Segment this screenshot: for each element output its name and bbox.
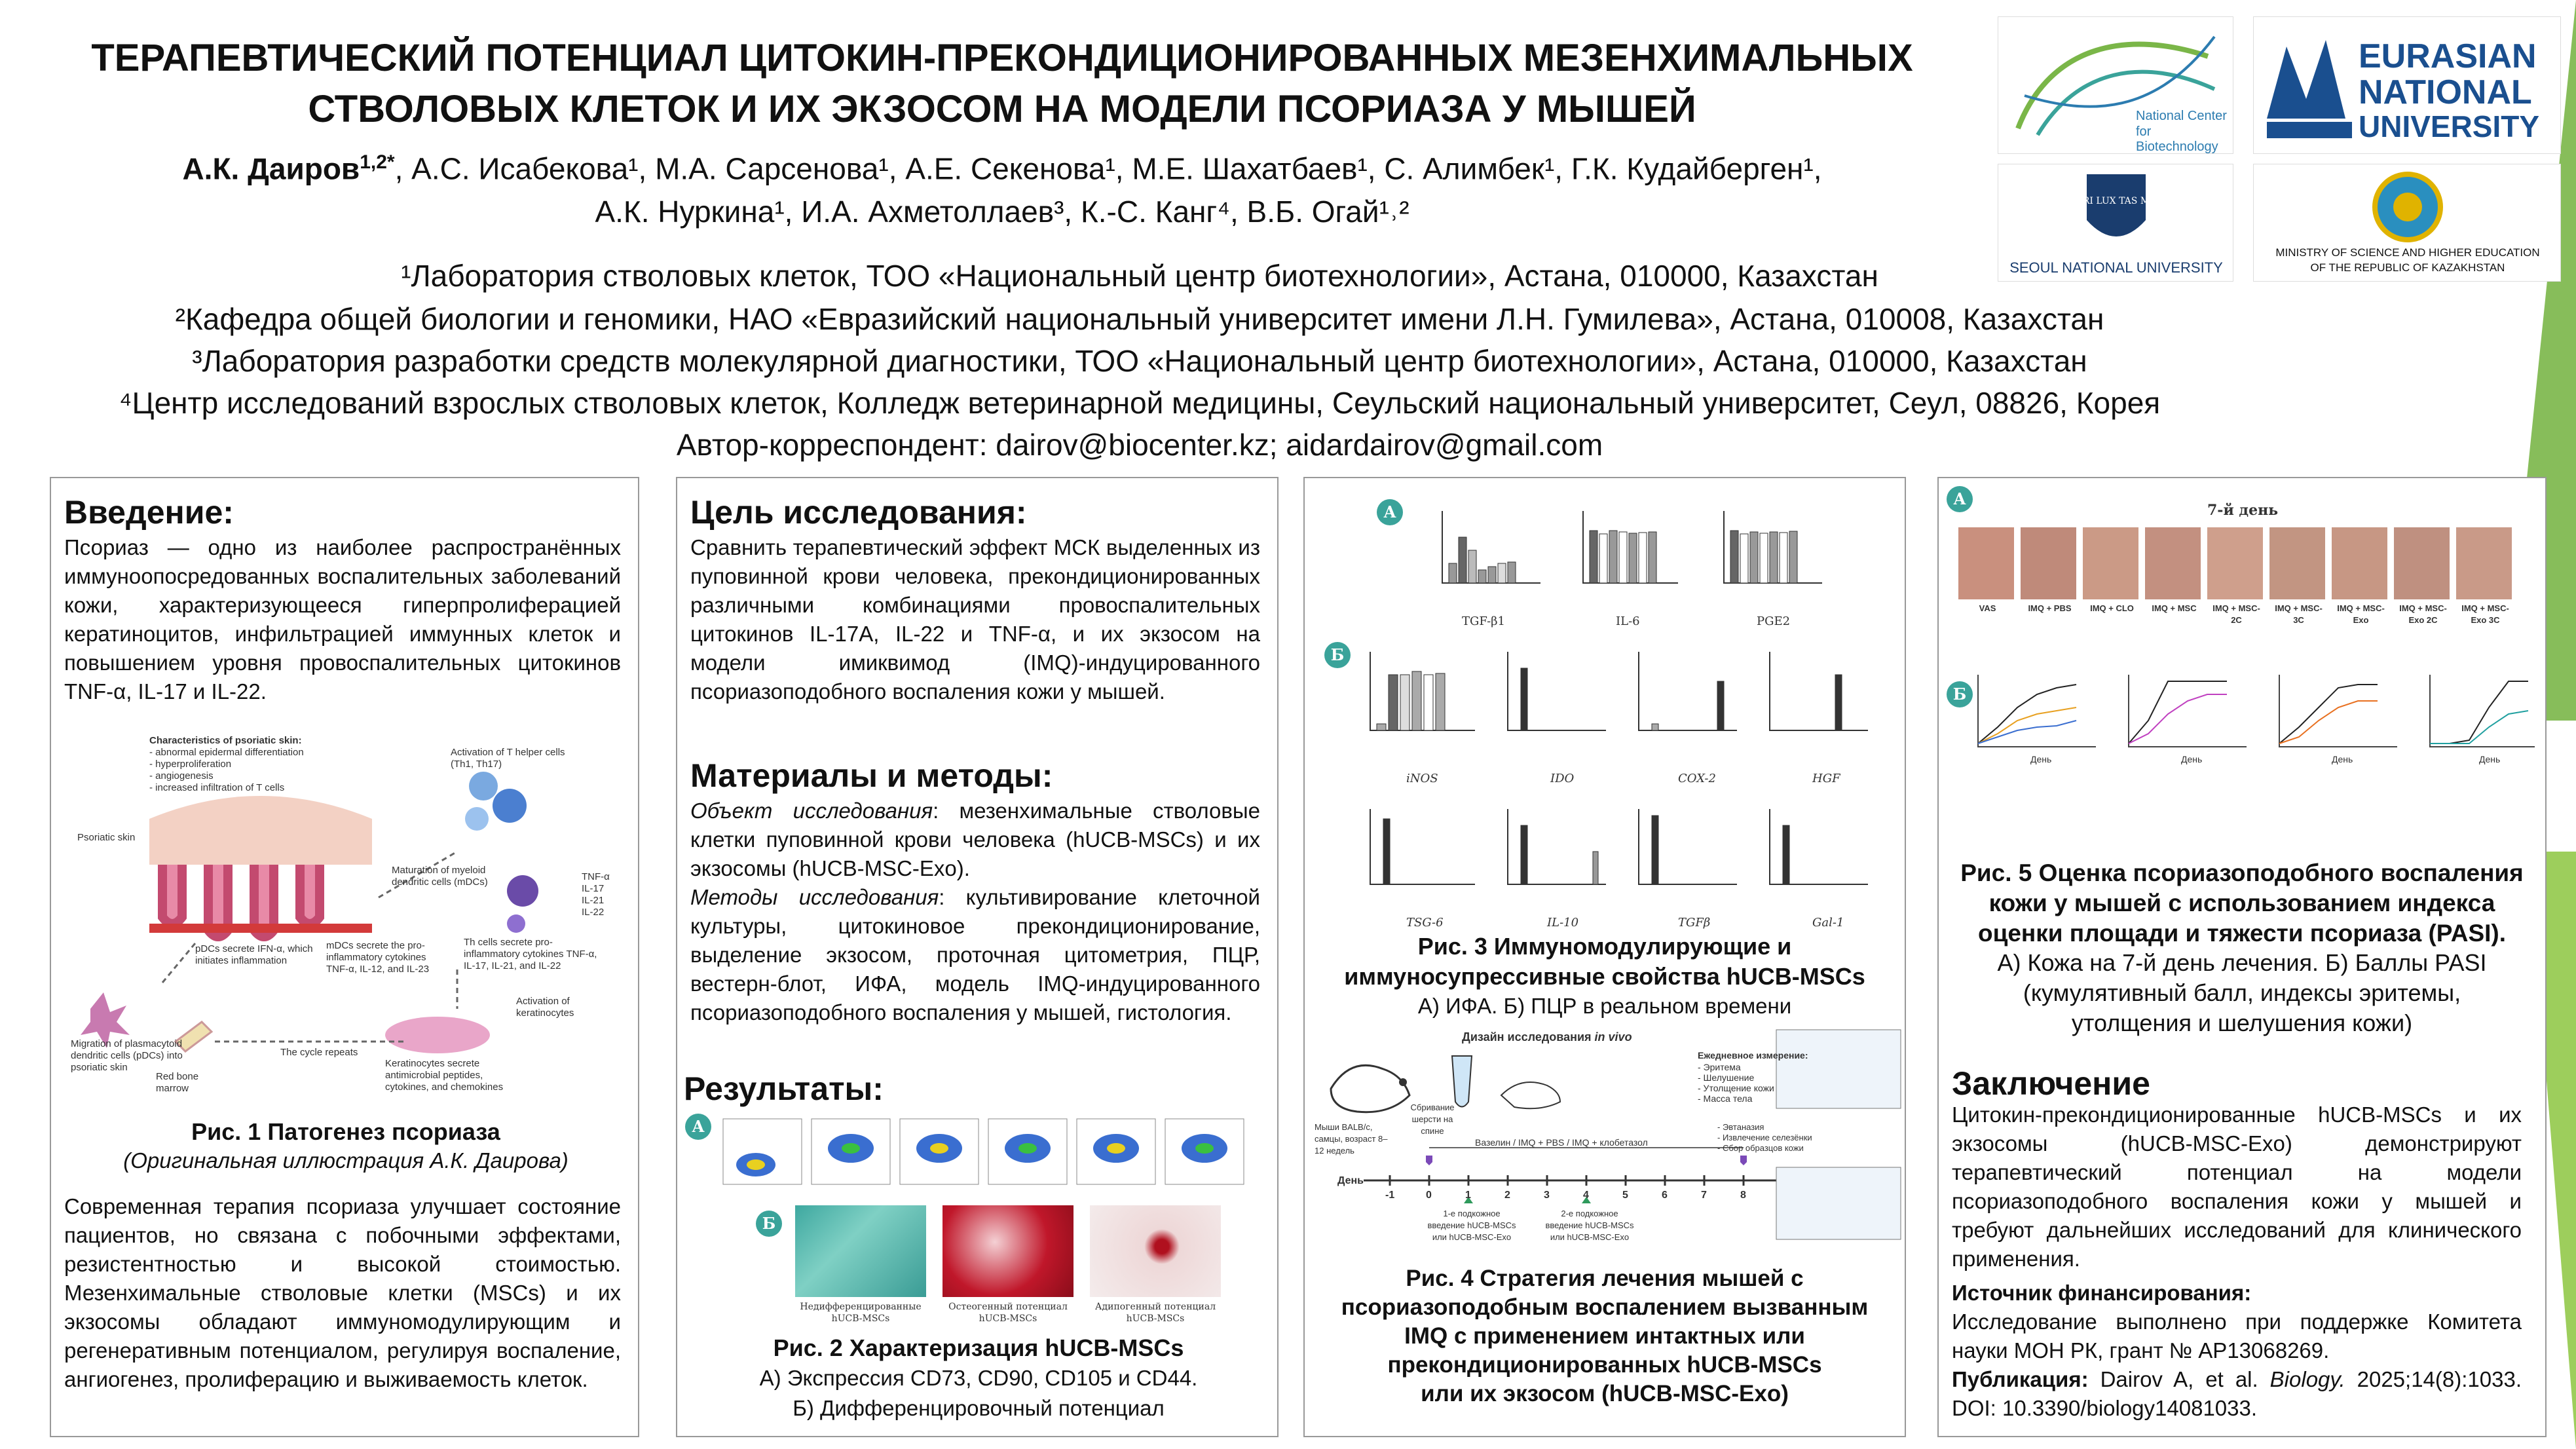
fig4-day-0: 0 xyxy=(1426,1190,1432,1201)
fig3-label-ido: IDO xyxy=(1550,772,1575,785)
fig5-group-imq-msc-2c: IMQ + MSC-2C xyxy=(2212,603,2260,625)
fig1-char-2: - hyperproliferation xyxy=(149,759,232,770)
ministry-name-2: OF THE REPUBLIC OF KAZAKHSTAN xyxy=(2310,261,2505,274)
fig1-subcaption: (Оригинальная иллюстрация А.К. Даирова) xyxy=(123,1148,569,1173)
fig5-subcaption-1: А) Кожа на 7-й день лечения. Б) Баллы PASI xyxy=(1997,949,2487,976)
enu-name-3: UNIVERSITY xyxy=(2359,109,2540,143)
aims-text: Сравнить терапевтический эффект МСК выделенных из пуповинной крови человека, прекондиционированных различными комбинациями провоспалительных цитокинов IL-17A, IL-22 и TNF-α, и их экзосом на модели имиквимод (IMQ)-индуцированного псориазоподобного воспаления кожи у мышей. xyxy=(690,535,1260,704)
fig5-group-imq-msc-exo-2c: IMQ + MSC-Exo 2C xyxy=(2399,603,2447,625)
fig5-subcaption-2: (кумулятивный балл, индексы эритемы, xyxy=(2023,979,2461,1006)
fig4-daily-weight: - Масса тела xyxy=(1698,1093,1753,1104)
fig5-caption-2: кожи у мышей с использованием индекса xyxy=(1988,890,2495,916)
fig3-label-pge2: PGE2 xyxy=(1757,614,1791,628)
fig2-badge-b: Б xyxy=(756,1211,782,1237)
fig5-group-imq-msc-exo-3c: IMQ + MSC-Exo 3C xyxy=(2461,603,2509,625)
fig4-mice: Мыши BALB/c, самцы, возраст 8–12 недель xyxy=(1315,1122,1388,1156)
fig3-label-tgfb: TGFβ xyxy=(1678,916,1711,930)
fig4-design-title-italic: in vivo xyxy=(1594,1030,1632,1044)
fig5-caption-3: оценки площади и тяжести псориаза (PASI). xyxy=(1977,920,2507,947)
fig5-group-imq-clo: IMQ + CLO xyxy=(2090,603,2134,613)
figure-3-immunomodulation xyxy=(1311,485,1901,930)
snu-emblem-icon xyxy=(2069,168,2163,253)
fig4-design-title-text: Дизайн исследования xyxy=(1462,1030,1595,1044)
fig5-group-vas: VAS xyxy=(1979,603,1996,613)
fig3-label-inos: iNOS xyxy=(1406,772,1438,785)
authors-line-1 xyxy=(59,141,1945,190)
fig1-tnf: TNF-α xyxy=(582,871,610,882)
fig1-cycle: The cycle repeats xyxy=(280,1047,358,1058)
fig3-label-hgf: HGF xyxy=(1812,772,1840,785)
fig3-label-tsg6: TSG-6 xyxy=(1406,916,1444,930)
fig3-label-il6: IL-6 xyxy=(1616,614,1640,628)
fig1-il17: IL-17 xyxy=(582,883,605,894)
publication xyxy=(1952,1365,2522,1423)
fig5-group-imq-msc-exo: IMQ + MSC-Exo xyxy=(2337,603,2385,625)
conclusion-text: Цитокин-прекондиционированные hUCB-MSCs и их экзосомы (hUCB-MSC-Exo) демонстрируют терапевтический потенциал на модели псориазоподобного воспаления кожи у мышей и требуют дальнейших исследований для клинического применения. xyxy=(1952,1102,2522,1271)
fig5-caption-1: Рис. 5 Оценка псориазоподобного воспаления xyxy=(1960,859,2524,886)
panel-figures-3-4 xyxy=(1303,477,1906,1437)
methods-label: Методы исследования xyxy=(690,885,939,909)
fig2-badge-a: А xyxy=(685,1114,711,1140)
publication-label: Публикация: xyxy=(1952,1367,2089,1391)
publication-ref: 2025;14(8):1033. DOI: 10.3390/biology14081033. xyxy=(1952,1367,2522,1420)
results-heading: Результаты: xyxy=(684,1070,884,1107)
fig4-caption-1: Рис. 4 Стратегия лечения мышей с xyxy=(1406,1266,1804,1291)
affiliation-4: ⁴Центр исследований взрослых стволовых клеток, Колледж ветеринарной медицины, Сеульский национальный университет, Сеул, 08826, Корея xyxy=(119,386,2161,420)
fig5-group-imq-pbs: IMQ + PBS xyxy=(2028,603,2072,613)
first-author: А.К. Даиров xyxy=(182,151,360,186)
fig1-keratinocytes: Keratinocytes secrete antimicrobial peptides, cytokines, and chemokines xyxy=(385,1058,504,1093)
fig3-bar-charts xyxy=(1311,485,1901,930)
ministry-logo xyxy=(2253,164,2561,282)
fig4-caption-2: псориазоподобным воспалением вызванным xyxy=(1341,1294,1869,1320)
fig1-il22: IL-22 xyxy=(582,907,605,918)
panel-figure5-conclusion xyxy=(1937,477,2547,1437)
fig1-char-4: - increased infiltration of T cells xyxy=(149,782,285,793)
kz-emblem-icon xyxy=(2372,171,2444,243)
object-text: : мезенхимальные стволовые клетки пуповинной крови человека (hUCB-MSCs) и их экзосомы (hUCB-MSC-Exo). xyxy=(690,799,1260,880)
authors-rest: , А.С. Исабекова¹, М.А. Сарсенова¹, А.Е. Секенова¹, М.Е. Шахатбаев¹, С. Алимбек¹, Г.К. Кудайберген¹, xyxy=(394,151,1822,186)
snu-logo xyxy=(1998,164,2233,282)
fig4-day-m1: -1 xyxy=(1385,1190,1395,1201)
fig3-label-il10: IL-10 xyxy=(1547,916,1579,930)
aims-heading: Цель исследования: xyxy=(690,494,1027,531)
fig2-caption: Рис. 2 Характеризация hUCB-MSCs xyxy=(773,1334,1184,1361)
affiliation-2: ²Кафедра общей биологии и геномики, НАО «Евразийский национальный университет имени Л.Н. Гумилева», Астана, 010008, Казахстан xyxy=(175,302,2104,336)
affiliation-3: ³Лаборатория разработки средств молекулярной диагностики, ТОО «Национальный центр биотехнологии», Астана, 010000, Казахстан xyxy=(192,344,2087,378)
panel-aims-methods xyxy=(676,477,1279,1437)
fig4-end-samples: - Сбор образцов кожи xyxy=(1717,1143,1804,1153)
enu-name-1: EURASIAN xyxy=(2359,37,2537,75)
fig3-badge-b: Б xyxy=(1324,642,1351,668)
fig1-activation-keratinocytes: Activation of keratinocytes xyxy=(516,996,574,1019)
fig4-day-8: 8 xyxy=(1740,1190,1746,1201)
enu-logo xyxy=(2253,16,2561,154)
fig2-flow-plots xyxy=(684,1112,1273,1197)
fig4-day-1: 1 xyxy=(1465,1190,1471,1201)
figure-2-characterization xyxy=(684,1112,1273,1328)
fig3-caption-1: Рис. 3 Иммуномодулирующие и xyxy=(1417,933,1792,960)
ncb-logo xyxy=(1998,16,2233,154)
fig4-caption-4: прекондиционированных hUCB-MSCs xyxy=(1387,1352,1822,1378)
fig2-subcaption-1: А) Экспрессия CD73, CD90, CD105 и CD44. xyxy=(759,1366,1198,1390)
methods-heading: Материалы и методы: xyxy=(690,757,1053,794)
fig5-group-imq-msc: IMQ + MSC xyxy=(2152,603,2197,613)
fig4-day-label: День xyxy=(1337,1175,1364,1186)
fig1-migration: Migration of plasmacytoid dendritic cells (pDCs) into psoriatic skin xyxy=(71,1038,183,1073)
fig5-badge-a: А xyxy=(1947,486,1973,512)
conclusion-heading: Заключение xyxy=(1952,1065,2150,1102)
methods-text: : культивирование клеточной культуры, цитокиновое прекондиционирование, выделение экзосом, проточная цитометрия, ПЦР, вестерн-блот, ИФА, модель IMQ-индуцированного псориазоподобного воспаления у мышей, гистология. xyxy=(690,885,1260,1025)
fig4-end-euthanasia: - Эвтаназия xyxy=(1717,1122,1764,1132)
fig3-caption-2: иммуносупрессивные свойства hUCB-MSCs xyxy=(1344,963,1865,990)
enu-emblem-icon xyxy=(2260,20,2359,151)
first-author-sup: 1,2* xyxy=(360,151,395,173)
funding-label: Источник финансирования: xyxy=(1952,1281,2252,1305)
fig2-photo-osteogenic xyxy=(943,1205,1073,1297)
fig4-daily-thickening: - Утолщение кожи xyxy=(1698,1083,1774,1093)
title-line-1: ТЕРАПЕВТИЧЕСКИЙ ПОТЕНЦИАЛ ЦИТОКИН-ПРЕКОНДИЦИОНИРОВАННЫХ МЕЗЕНХИМАЛЬНЫХ xyxy=(91,37,1913,79)
fig1-char-3: - angiogenesis xyxy=(149,770,214,781)
fig3-subcaption: А) ИФА. Б) ПЦР в реальном времени xyxy=(1417,994,1792,1018)
fig4-day-3: 3 xyxy=(1544,1190,1550,1201)
fig5-group-imq-msc-3c: IMQ + MSC-3C xyxy=(2275,603,2323,625)
snu-name: SEOUL NATIONAL UNIVERSITY xyxy=(2009,259,2223,276)
fig4-caption-5: или их экзосом (hUCB-MSC-Exo) xyxy=(1421,1381,1789,1406)
fig3-label-gal1: Gal-1 xyxy=(1812,916,1844,930)
affiliation-1: ¹Лаборатория стволовых клеток, ТОО «Национальный центр биотехнологии», Астана, 010000, Казахстан xyxy=(401,259,1878,293)
fig5-axis-day-3: День xyxy=(2332,754,2353,764)
fig1-il21: IL-21 xyxy=(582,895,605,906)
fig2-label-osteogenic: Остеогенный потенциал hUCB-MSCs xyxy=(948,1302,1068,1324)
fig1-pdcs: pDCs secrete IFN-α, which initiates inflammation xyxy=(195,943,313,966)
methods-object xyxy=(690,797,1260,883)
fig5-subcaption-3: утолщения и шелушения кожи) xyxy=(2071,1009,2413,1036)
funding-text: Исследование выполнено при поддержке Комитета науки МОН РК, грант № AP13068269. xyxy=(1952,1309,2522,1363)
fig5-badge-b: Б xyxy=(1947,681,1973,707)
fig3-label-cox2: COX-2 xyxy=(1678,772,1716,785)
figure-4-study-design xyxy=(1311,1030,1901,1259)
fig5-skin-and-charts xyxy=(1945,485,2541,852)
fig4-daily-erythema: - Эритема xyxy=(1698,1062,1741,1072)
fig4-injection-2: 2-е подкожное введение hUCB-MSCs или hUCB-MSC-Exo xyxy=(1545,1209,1634,1242)
fig4-end-spleen: - Извлечение селезёнки xyxy=(1717,1133,1812,1142)
fig4-injection-1: 1-е подкожное введение hUCB-MSCs или hUCB-MSC-Exo xyxy=(1427,1209,1516,1242)
fig1-activation-t: Activation of T helper cells (Th1, Th17) xyxy=(451,747,565,770)
fig4-daily-scaling: - Шелушение xyxy=(1698,1072,1755,1083)
fig1-psoriatic-skin: Psoriatic skin xyxy=(77,832,136,843)
figure-5-pasi xyxy=(1945,485,2541,852)
ncb-name-2: for Biotechnology xyxy=(2136,124,2218,154)
intro-heading: Введение: xyxy=(64,494,234,531)
methods-list xyxy=(690,883,1260,1027)
publication-authors: Dairov A, et al. xyxy=(2088,1367,2270,1391)
fig1-mdcs: mDCs secrete the pro-inflammatory cytokines TNF-α, IL-12, and IL-23 xyxy=(326,940,430,975)
object-label: Объект исследования xyxy=(690,799,933,823)
fig4-day-2: 2 xyxy=(1504,1190,1510,1201)
panel-introduction xyxy=(50,477,639,1437)
fig4-day-5: 5 xyxy=(1622,1190,1628,1201)
fig1-char-title: Characteristics of psoriatic skin: xyxy=(149,735,302,746)
intro-text-2: Современная терапия псориаза улучшает состояние пациентов, но связана с побочными эффектами, резистентностью и высокой стоимостью. Мезенхимальные стволовые клетки (MSCs) и их экзосомы обладают иммуномодулирующим и регенеративным потенциалом, регулируя воспаление, ангиогенез, пролиферацию и выживаемость клеток. xyxy=(64,1194,621,1391)
poster-title xyxy=(59,33,1945,135)
fig4-daily-label: Ежедневное измерение: xyxy=(1698,1050,1808,1061)
fig1-th-cells: Th cells secrete pro-inflammatory cytokines TNF-α, IL-17, IL-21, and IL-22 xyxy=(464,937,597,971)
snu-emblem-text: VERI LUX TAS MEA xyxy=(2069,196,2163,206)
fig1-maturation: Maturation of myeloid dendritic cells (mDCs) xyxy=(392,865,488,888)
publication-journal: Biology. xyxy=(2269,1367,2345,1391)
authors-line-2: А.К. Нуркина¹, И.А. Ахметоллаев³, К.-С. Канг⁴, В.Б. Огай¹˒² xyxy=(595,195,1409,229)
fig5-axis-day-4: День xyxy=(2479,754,2501,764)
title-line-2: СТВОЛОВЫХ КЛЕТОК И ИХ ЭКЗОСОМ НА МОДЕЛИ ПСОРИАЗА У МЫШЕЙ xyxy=(308,88,1696,130)
fig4-design-title xyxy=(1462,1031,1632,1043)
fig4-day-7: 7 xyxy=(1701,1190,1707,1201)
fig3-badge-a: А xyxy=(1377,499,1403,525)
fig4-caption-3: IMQ с применением интактных или xyxy=(1404,1323,1805,1349)
fig3-label-tgfb1: TGF-β1 xyxy=(1462,614,1506,628)
fig1-caption: Рис. 1 Патогенез псориаза xyxy=(191,1118,500,1145)
fig5-axis-day-1: День xyxy=(2030,754,2052,764)
intro-text-1: Псориаз — одно из наиболее распространённых иммуноопосредованных воспалительных заболеваний кожи, характеризующееся гиперпролиферацией кератиноцитов, инфильтрацией иммунных клеток и повышением уровня провоспалительных цитокинов TNF-α, IL-17 и IL-22. xyxy=(64,535,621,704)
corresponding-author: Автор-корреспондент: dairov@biocenter.kz; aidardairov@gmail.com xyxy=(676,428,1603,462)
fig2-photo-adipogenic xyxy=(1090,1205,1221,1297)
fig5-axis-day-2: День xyxy=(2181,754,2203,764)
fig1-red-bone: Red bone marrow xyxy=(156,1071,199,1094)
fig2-label-undifferentiated: Недифференцированные hUCB-MSCs xyxy=(800,1302,922,1324)
fig4-shaving: Сбривание шерсти на спине xyxy=(1410,1102,1455,1136)
ministry-name-1: MINISTRY OF SCIENCE AND HIGHER EDUCATION xyxy=(2275,246,2540,259)
fig1-char-1: - abnormal epidermal differentiation xyxy=(149,747,304,758)
enu-name-2: NATIONAL xyxy=(2359,73,2532,111)
fig2-subcaption-2: Б) Дифференцировочный потенциал xyxy=(793,1396,1165,1420)
authors xyxy=(59,141,1945,233)
fig4-treatment: Вазелин / IMQ + PBS / IMQ + клобетазол xyxy=(1475,1137,1648,1148)
ncb-name-1: National Center xyxy=(2136,109,2227,123)
fig2-photo-undifferentiated xyxy=(795,1205,926,1297)
fig4-day-6: 6 xyxy=(1662,1190,1668,1201)
fig4-day-4: 4 xyxy=(1583,1190,1589,1201)
fig2-label-adipogenic: Адипогенный потенциал hUCB-MSCs xyxy=(1094,1302,1216,1324)
figure-1-pathogenesis xyxy=(64,734,627,1101)
fig5-day-title: 7-й день xyxy=(2207,502,2279,519)
